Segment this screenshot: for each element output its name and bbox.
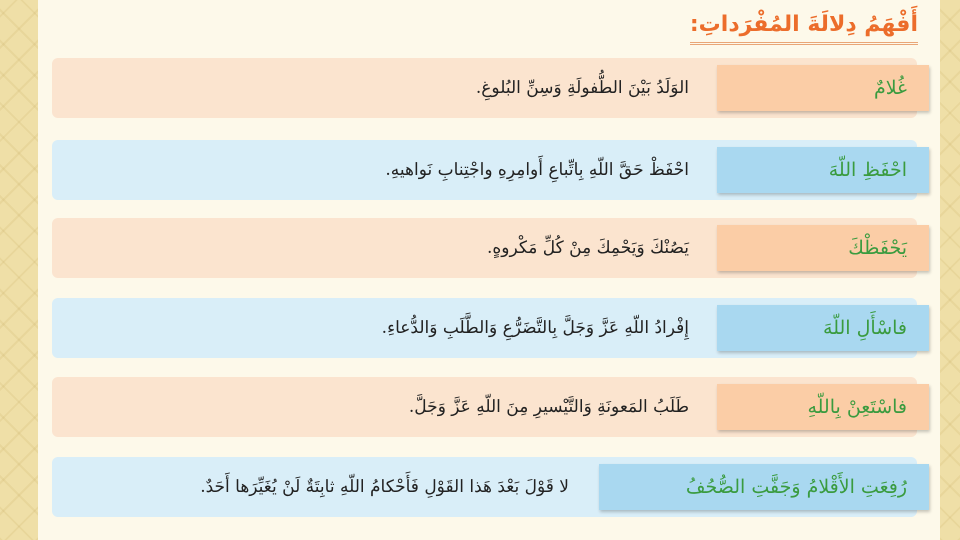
meaning-6: لا قَوْلَ بَعْدَ هَذا القَوْلِ فَأَحْكامُ اللّهِ ثابِتَةٌ لَنْ يُغَيِّرَها أَحَدٌ.	[200, 477, 569, 497]
term-4: فاسْأَلِ اللّهَ	[717, 305, 929, 351]
term-5: فاسْتَعِنْ بِاللّهِ	[717, 384, 929, 430]
vocab-row-5	[52, 377, 917, 437]
section-title: أَفْهَمُ دِلالَةَ المُفْرَداتِ:	[690, 8, 918, 45]
meaning-1: الوَلَدُ بَيْنَ الطُّفولَةِ وَسِنِّ البُلوغِ.	[475, 78, 689, 98]
decorative-border-left	[0, 0, 38, 540]
vocab-row-6	[52, 457, 917, 517]
meaning-2: احْفَظْ حَقَّ اللّهِ بِاتِّباعِ أَوامِرِهِ واجْتِنابِ نَواهيهِ.	[385, 160, 689, 180]
decorative-border-right	[940, 0, 960, 540]
meaning-5: طَلَبُ المَعونَةِ وَالتَّيْسيرِ مِنَ اللّهِ عَزَّ وَجَلَّ.	[408, 397, 689, 417]
term-6: رُفِعَتِ الأَقْلامُ وَجَفَّتِ الصُّحُفُ	[599, 464, 929, 510]
vocab-row-3	[52, 218, 917, 278]
vocab-row-1	[52, 58, 917, 118]
term-3: يَحْفَظْكَ	[717, 225, 929, 271]
vocab-row-4	[52, 298, 917, 358]
vocab-row-2	[52, 140, 917, 200]
term-1: غُلامٌ	[717, 65, 929, 111]
meaning-3: يَصُنْكَ وَيَحْمِكَ مِنْ كُلِّ مَكْروهٍ.	[486, 238, 689, 258]
meaning-4: إِفْرادُ اللّهِ عَزَّ وَجَلَّ بِالتَّضَرُّعِ وَالطَّلَبِ وَالدُّعاءِ.	[381, 318, 689, 338]
term-2: احْفَظِ اللّهَ	[717, 147, 929, 193]
